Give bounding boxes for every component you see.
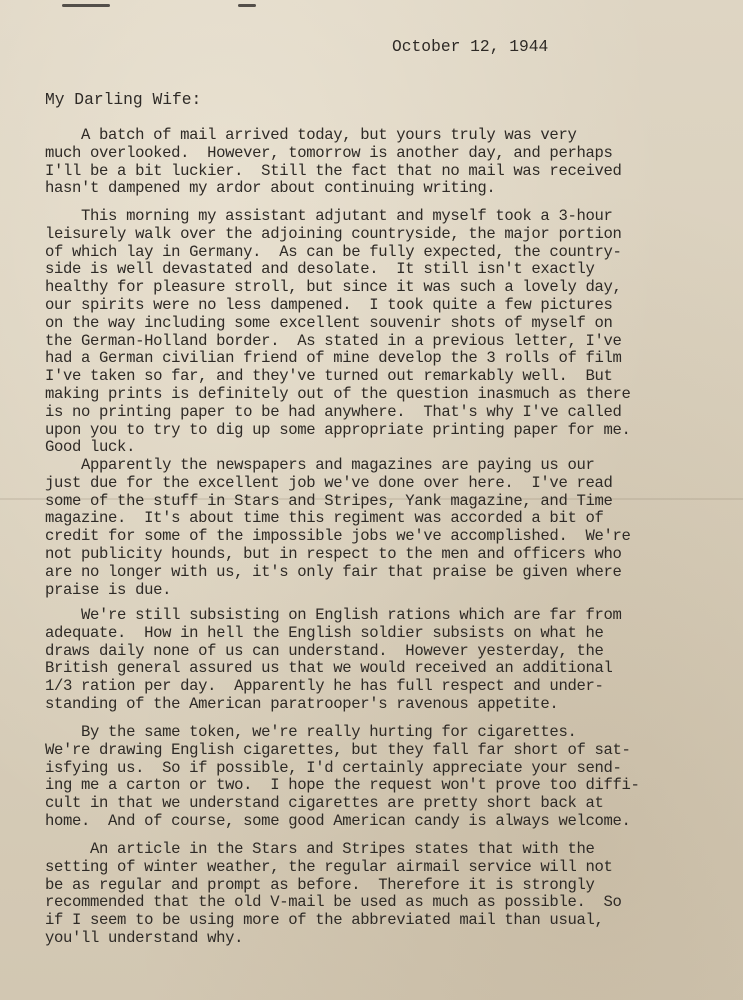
text-line: just due for the excellent job we've done over here. I've read [45,473,613,492]
letter-paragraph [45,208,631,457]
text-line: are no longer with us, it's only fair that praise be given where [45,562,622,581]
text-line: you'll understand why. [45,928,244,947]
text-line: By the same token, we're really hurting for cigarettes. [45,723,577,741]
text-line: A batch of mail arrived today, but yours truly was very [45,126,577,144]
text-line: An article in the Stars and Stripes states that with the [45,840,595,858]
text-line: not publicity hounds, but in respect to the men and officers who [45,544,622,563]
text-line: be as regular and prompt as before. Therefore it is strongly [45,875,595,894]
text-line: We're still subsisting on English rations which are far from [45,606,622,624]
paper-clip-mark-right [238,4,256,7]
paper-clip-mark-left [62,4,110,7]
text-line: home. And of course, some good American candy is always welcome. [45,811,631,830]
text-line: the German-Holland border. As stated in a previous letter, I've [45,331,622,350]
text-line: making prints is definitely out of the question inasmuch as there [45,384,631,403]
text-line: of which lay in Germany. As can be fully expected, the country- [45,242,622,261]
text-line: on the way including some excellent souvenir shots of myself on [45,313,613,332]
text-line: British general assured us that we would received an additional [45,659,613,678]
letter-salutation: My Darling Wife: [45,90,202,109]
text-line: setting of winter weather, the regular airmail service will not [45,857,613,876]
text-line: standing of the American paratrooper's ravenous appetite. [45,694,559,713]
text-line: ing me a carton or two. I hope the request won't prove too diffi- [45,776,640,795]
text-line: 1/3 ration per day. Apparently he has full respect and under- [45,677,604,696]
text-line: Good luck. [45,438,136,457]
letter-paragraph [45,607,622,714]
text-line: some of the stuff in Stars and Stripes, Yank magazine, and Time [45,491,613,510]
text-line: healthy for pleasure stroll, but since it was such a lovely day, [45,278,622,297]
text-line: our spirits were no less dampened. I took quite a few pictures [45,295,613,314]
letter-paragraph [45,724,640,831]
text-line: This morning my assistant adjutant and myself took a 3-hour [45,207,613,225]
text-line: We're drawing English cigarettes, but they fall far short of sat- [45,740,631,759]
text-line: recommended that the old V-mail be used as much as possible. So [45,893,622,912]
text-line: upon you to try to dig up some appropriate printing paper for me. [45,420,631,439]
text-line: magazine. It's about time this regiment was accorded a bit of [45,509,604,528]
text-line: draws daily none of us can understand. However yesterday, the [45,641,604,660]
text-line: had a German civilian friend of mine develop the 3 rolls of film [45,349,622,368]
text-line: leisurely walk over the adjoining countryside, the major portion [45,224,622,243]
letter-paragraph [45,457,631,599]
text-line: credit for some of the impossible jobs we've accomplished. We're [45,527,631,546]
text-line: hasn't dampened my ardor about continuing writing. [45,179,496,198]
text-line: Apparently the newspapers and magazines are paying us our [45,456,595,474]
text-line: side is well devastated and desolate. It still isn't exactly [45,260,595,279]
text-line: isfying us. So if possible, I'd certainly appreciate your send- [45,758,622,777]
text-line: cult in that we understand cigarettes are pretty short back at [45,794,604,813]
text-line: much overlooked. However, tomorrow is another day, and perhaps [45,143,613,162]
letter-paragraph [45,127,622,198]
text-line: if I seem to be using more of the abbreviated mail than usual, [45,911,604,930]
text-line: praise is due. [45,580,172,599]
text-line: I've taken so far, and they've turned out remarkably well. But [45,367,613,386]
letter-date: October 12, 1944 [392,37,549,56]
text-line: is no printing paper to be had anywhere. That's why I've called [45,402,622,421]
text-line: adequate. How in hell the English soldier subsists on what he [45,623,604,642]
text-line: I'll be a bit luckier. Still the fact that no mail was received [45,161,622,180]
letter-paragraph [45,841,622,948]
